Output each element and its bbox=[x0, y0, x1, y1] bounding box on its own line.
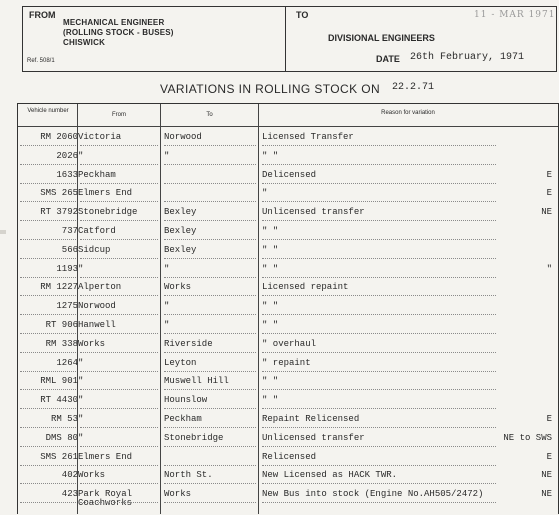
dotted-rule bbox=[20, 295, 76, 296]
from-line-2: (ROLLING STOCK - BUSES) bbox=[63, 28, 174, 37]
dotted-rule bbox=[20, 465, 76, 466]
status-code: NE bbox=[541, 207, 552, 218]
dotted-rule bbox=[164, 201, 256, 202]
table-row bbox=[18, 449, 558, 467]
from-depot: " bbox=[78, 395, 84, 406]
reason-text: " " bbox=[262, 244, 279, 255]
scan-artifact bbox=[0, 230, 6, 234]
from-line-3: CHISWICK bbox=[63, 38, 106, 47]
to-value: DIVISIONAL ENGINEERS bbox=[328, 33, 435, 43]
column-header-reason: Reason for variation bbox=[381, 110, 435, 116]
reason-text: Unlicensed transfer bbox=[262, 207, 365, 218]
vehicle-number: 737 bbox=[61, 226, 78, 236]
to-label: TO bbox=[296, 10, 309, 20]
status-code: NE bbox=[541, 489, 552, 500]
reason-text: Relicensed bbox=[262, 451, 317, 462]
status-code: E bbox=[546, 451, 552, 462]
received-stamp: 11 - MAR 1971 bbox=[474, 10, 556, 20]
from-depot: Works bbox=[78, 338, 106, 349]
to-depot: Works bbox=[164, 282, 192, 293]
to-depot: Peckham bbox=[164, 414, 202, 424]
dotted-rule bbox=[80, 352, 158, 353]
dotted-rule bbox=[80, 389, 158, 390]
table-row bbox=[18, 148, 558, 166]
dotted-rule bbox=[164, 183, 256, 184]
dotted-rule bbox=[262, 371, 496, 372]
dotted-rule bbox=[20, 427, 76, 428]
vehicle-number: 566 bbox=[61, 244, 78, 255]
dotted-rule bbox=[20, 183, 76, 184]
header-divider bbox=[285, 7, 286, 71]
dotted-rule bbox=[80, 408, 158, 409]
from-depot: Works bbox=[78, 470, 106, 481]
dotted-rule bbox=[80, 183, 158, 184]
dotted-rule bbox=[164, 164, 256, 165]
vehicle-number: RT 3792 bbox=[40, 207, 78, 218]
status-code: E bbox=[546, 169, 552, 180]
reason-text: New Bus into stock (Engine No.AH505/2472) bbox=[262, 489, 484, 500]
table-row bbox=[18, 204, 558, 222]
date-value: 26th February, 1971 bbox=[410, 52, 525, 63]
from-depot: Norwood bbox=[78, 301, 116, 312]
from-depot: Stonebridge bbox=[78, 207, 138, 218]
dotted-rule bbox=[262, 220, 496, 221]
from-depot: Victoria bbox=[78, 132, 122, 142]
status-code: NE bbox=[541, 470, 552, 481]
dotted-rule bbox=[262, 333, 496, 334]
from-depot: Hanwell bbox=[78, 320, 116, 330]
table-row bbox=[18, 129, 558, 147]
dotted-rule bbox=[164, 483, 256, 484]
dotted-rule bbox=[262, 352, 496, 353]
from-depot: " bbox=[78, 414, 84, 424]
dotted-rule bbox=[262, 239, 496, 240]
dotted-rule bbox=[164, 427, 256, 428]
dotted-rule bbox=[262, 389, 496, 390]
dotted-rule bbox=[20, 333, 76, 334]
table-row bbox=[18, 261, 558, 279]
dotted-rule bbox=[20, 220, 76, 221]
vehicle-number: 402 bbox=[61, 470, 78, 481]
date-label: DATE bbox=[376, 54, 400, 64]
dotted-rule bbox=[164, 333, 256, 334]
dotted-rule bbox=[164, 220, 256, 221]
from-depot: Park Royal bbox=[78, 489, 133, 500]
reason-text: " repaint bbox=[262, 357, 311, 368]
from-depot: " bbox=[78, 357, 84, 368]
reason-text: " " bbox=[262, 395, 279, 406]
table-row bbox=[18, 317, 558, 335]
dotted-rule bbox=[20, 258, 76, 259]
dotted-rule bbox=[80, 502, 158, 503]
table-row bbox=[18, 167, 558, 185]
dotted-rule bbox=[164, 408, 256, 409]
table-row bbox=[18, 430, 558, 448]
table-row bbox=[18, 279, 558, 297]
reason-text: " " bbox=[262, 376, 279, 387]
dotted-rule bbox=[262, 295, 496, 296]
table-row bbox=[18, 486, 558, 509]
dotted-rule bbox=[262, 427, 496, 428]
to-depot: Bexley bbox=[164, 207, 197, 218]
from-line-1: MECHANICAL ENGINEER bbox=[63, 18, 165, 27]
vehicle-number: DMS 80 bbox=[45, 432, 78, 443]
vehicle-number: 2026 bbox=[56, 150, 78, 161]
dotted-rule bbox=[80, 220, 158, 221]
dotted-rule bbox=[262, 183, 496, 184]
dotted-rule bbox=[80, 446, 158, 447]
status-code: E bbox=[546, 414, 552, 424]
table-row bbox=[18, 467, 558, 485]
table-row bbox=[18, 355, 558, 373]
dotted-rule bbox=[80, 371, 158, 372]
vehicle-number: 423 bbox=[61, 489, 78, 500]
dotted-rule bbox=[164, 258, 256, 259]
vehicle-number: 1275 bbox=[56, 301, 78, 312]
column-header-vehicle: Vehicle number bbox=[27, 108, 69, 114]
dotted-rule bbox=[20, 239, 76, 240]
dotted-rule bbox=[262, 483, 496, 484]
to-depot: " bbox=[164, 150, 170, 161]
from-depot: " bbox=[78, 376, 84, 387]
table-row bbox=[18, 298, 558, 316]
dotted-rule bbox=[164, 465, 256, 466]
dotted-rule bbox=[164, 352, 256, 353]
table-row bbox=[18, 242, 558, 260]
from-depot: Alperton bbox=[78, 282, 122, 293]
reference-number: Ref. 508/1 bbox=[27, 58, 55, 64]
dotted-rule bbox=[80, 295, 158, 296]
column-header-from: From bbox=[112, 112, 126, 118]
vehicle-number: RT 906 bbox=[45, 320, 78, 330]
dotted-rule bbox=[164, 295, 256, 296]
reason-text: " " bbox=[262, 263, 279, 274]
dotted-rule bbox=[20, 502, 76, 503]
dotted-rule bbox=[262, 164, 496, 165]
dotted-rule bbox=[20, 164, 76, 165]
vehicle-number: 1264 bbox=[56, 357, 78, 368]
to-depot: Muswell Hill bbox=[164, 376, 229, 387]
reason-text: Licensed Transfer bbox=[262, 132, 354, 142]
reason-text: " " bbox=[262, 301, 279, 312]
to-depot: Norwood bbox=[164, 132, 202, 142]
dotted-rule bbox=[164, 239, 256, 240]
from-depot: " bbox=[78, 432, 84, 443]
dotted-rule bbox=[20, 389, 76, 390]
reason-text: " " bbox=[262, 150, 279, 161]
dotted-rule bbox=[80, 314, 158, 315]
table-row bbox=[18, 223, 558, 241]
dotted-rule bbox=[20, 371, 76, 372]
dotted-rule bbox=[80, 465, 158, 466]
from-depot: Sidcup bbox=[78, 244, 111, 255]
to-depot: Hounslow bbox=[164, 395, 208, 406]
dotted-rule bbox=[164, 277, 256, 278]
from-depot: " bbox=[78, 263, 84, 274]
dotted-rule bbox=[20, 408, 76, 409]
dotted-rule bbox=[164, 371, 256, 372]
to-depot: " bbox=[164, 263, 170, 274]
reason-text: " " bbox=[262, 320, 279, 330]
header-rule bbox=[18, 126, 558, 127]
from-depot: Peckham bbox=[78, 169, 116, 180]
to-depot: North St. bbox=[164, 470, 213, 481]
vehicle-number: RML 901 bbox=[40, 376, 78, 387]
vehicle-number: SMS 261 bbox=[40, 451, 78, 462]
dotted-rule bbox=[80, 239, 158, 240]
to-depot: Riverside bbox=[164, 338, 213, 349]
reason-text: Unlicensed transfer bbox=[262, 432, 365, 443]
dotted-rule bbox=[80, 258, 158, 259]
dotted-rule bbox=[20, 446, 76, 447]
dotted-rule bbox=[20, 145, 76, 146]
vehicle-number: RT 4430 bbox=[40, 395, 78, 406]
to-depot: Leyton bbox=[164, 357, 197, 368]
to-depot: Stonebridge bbox=[164, 432, 224, 443]
to-depot: " bbox=[164, 301, 170, 312]
table-row bbox=[18, 336, 558, 354]
to-depot: Bexley bbox=[164, 226, 197, 236]
memo-header bbox=[22, 6, 557, 72]
reason-text: " overhaul bbox=[262, 338, 317, 349]
dotted-rule bbox=[262, 258, 496, 259]
status-code: E bbox=[546, 188, 552, 199]
dotted-rule bbox=[164, 389, 256, 390]
dotted-rule bbox=[164, 502, 256, 503]
vehicle-number: RM 2060 bbox=[40, 132, 78, 142]
from-depot: Catford bbox=[78, 226, 116, 236]
dotted-rule bbox=[80, 483, 158, 484]
status-code: " bbox=[546, 263, 552, 274]
variations-table bbox=[17, 103, 559, 514]
dotted-rule bbox=[20, 277, 76, 278]
table-row bbox=[18, 392, 558, 410]
reason-text: Licensed repaint bbox=[262, 282, 349, 293]
to-depot: " bbox=[164, 320, 170, 330]
dotted-rule bbox=[262, 408, 496, 409]
dotted-rule bbox=[80, 333, 158, 334]
dotted-rule bbox=[20, 352, 76, 353]
vehicle-number: RM 338 bbox=[45, 338, 78, 349]
status-code: NE to SWS bbox=[503, 432, 552, 443]
dotted-rule bbox=[80, 427, 158, 428]
from-depot: " bbox=[78, 150, 84, 161]
dotted-rule bbox=[164, 145, 256, 146]
dotted-rule bbox=[262, 145, 496, 146]
from-depot: Elmers End bbox=[78, 451, 133, 462]
vehicle-number: RM 1227 bbox=[40, 282, 78, 293]
from-depot-line-2: Coachworks bbox=[78, 498, 133, 509]
dotted-rule bbox=[262, 277, 496, 278]
vehicle-number: SMS 265 bbox=[40, 188, 78, 199]
reason-text: Repaint Relicensed bbox=[262, 414, 360, 424]
title-date: 22.2.71 bbox=[392, 82, 435, 93]
from-label: FROM bbox=[29, 10, 56, 20]
to-depot: Bexley bbox=[164, 244, 197, 255]
page-title: VARIATIONS IN ROLLING STOCK ON bbox=[160, 82, 381, 96]
to-depot: Works bbox=[164, 489, 192, 500]
vehicle-number: 1193 bbox=[56, 263, 78, 274]
column-header-to: To bbox=[206, 112, 213, 118]
dotted-rule bbox=[164, 446, 256, 447]
dotted-rule bbox=[262, 314, 496, 315]
table-row bbox=[18, 373, 558, 391]
reason-text: " " bbox=[262, 226, 279, 236]
table-row bbox=[18, 185, 558, 203]
dotted-rule bbox=[262, 502, 496, 503]
reason-text: Delicensed bbox=[262, 169, 317, 180]
reason-text: New Licensed as HACK TWR. bbox=[262, 470, 398, 481]
vehicle-number: RM 53 bbox=[50, 414, 78, 424]
dotted-rule bbox=[80, 164, 158, 165]
dotted-rule bbox=[164, 314, 256, 315]
dotted-rule bbox=[20, 483, 76, 484]
dotted-rule bbox=[262, 201, 496, 202]
dotted-rule bbox=[262, 465, 496, 466]
from-depot: Elmers End bbox=[78, 188, 133, 199]
dotted-rule bbox=[80, 277, 158, 278]
dotted-rule bbox=[20, 314, 76, 315]
dotted-rule bbox=[80, 145, 158, 146]
dotted-rule bbox=[80, 201, 158, 202]
reason-text: " bbox=[262, 188, 268, 199]
dotted-rule bbox=[262, 446, 496, 447]
vehicle-number: 1633 bbox=[56, 169, 78, 180]
table-row bbox=[18, 411, 558, 429]
dotted-rule bbox=[20, 201, 76, 202]
